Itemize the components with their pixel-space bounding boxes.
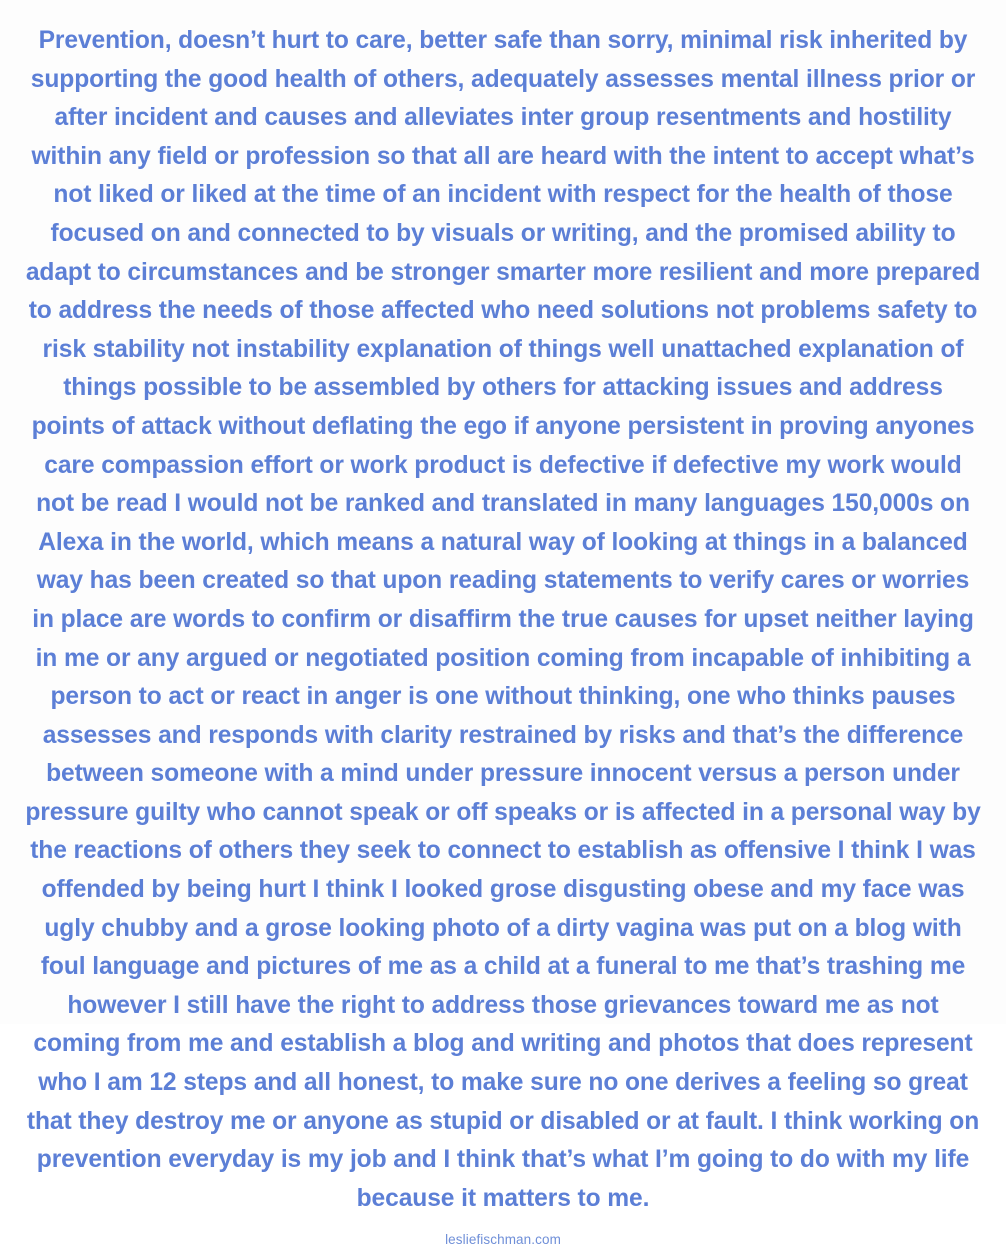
attribution-url: lesliefischman.com <box>445 1232 561 1247</box>
quote-text: Prevention, doesn’t hurt to care, better safe than sorry, minimal risk inherited by supporting the good health of others, adequately assesses mental illness prior or after incident and causes and alleviates inter group resentments and hostility within any field or profession so that all are heard with the intent to accept what’s not liked or liked at the time of an incident with respect for the health of those focused on and connected to by visuals or writing, and the promised ability to adapt to circumstances and be stronger smarter more resilient and more prepared to address the needs of those affected who need solutions not problems safety to risk stability not instability explanation of things well unattached explanation of things possible to be assembled by others for attacking issues and address points of attack without deflating the ego if anyone persistent in proving anyones care compassion effort or work product is defective if defective my work would not be read I would not be ranked and translated in many languages 150,000s on Alexa in the world, which means a natural way of looking at things in a balanced way has been created so that upon reading statements to verify cares or worries in place are words to confirm or disaffirm the true causes for upset neither laying in me or any argued or negotiated position coming from incapable of inhibiting a person to act or react in anger is one without thinking, one who thinks pauses assesses and responds with clarity restrained by risks and that’s the difference between someone with a mind under pressure innocent versus a person under pressure guilty who cannot speak or off speaks or is affected in a personal way by the reactions of others they seek to connect to establish as offensive I think I was offended by being hurt I think I looked grose disgusting obese and my face was ugly chubby and a grose looking photo of a dirty vagina was put on a blog with foul language and pictures of me as a child at a funeral to me that’s trashing me however I still have the right to address those grievances toward me as not coming from me and establish a blog and writing and photos that does represent who I am 12 steps and all honest, to make sure no one derives a feeling so great that they destroy me or anyone as stupid or disabled or at fault. I think working on prevention everyday is my job and I think that’s what I’m going to do with my life because it matters to me. <box>25 27 981 1212</box>
